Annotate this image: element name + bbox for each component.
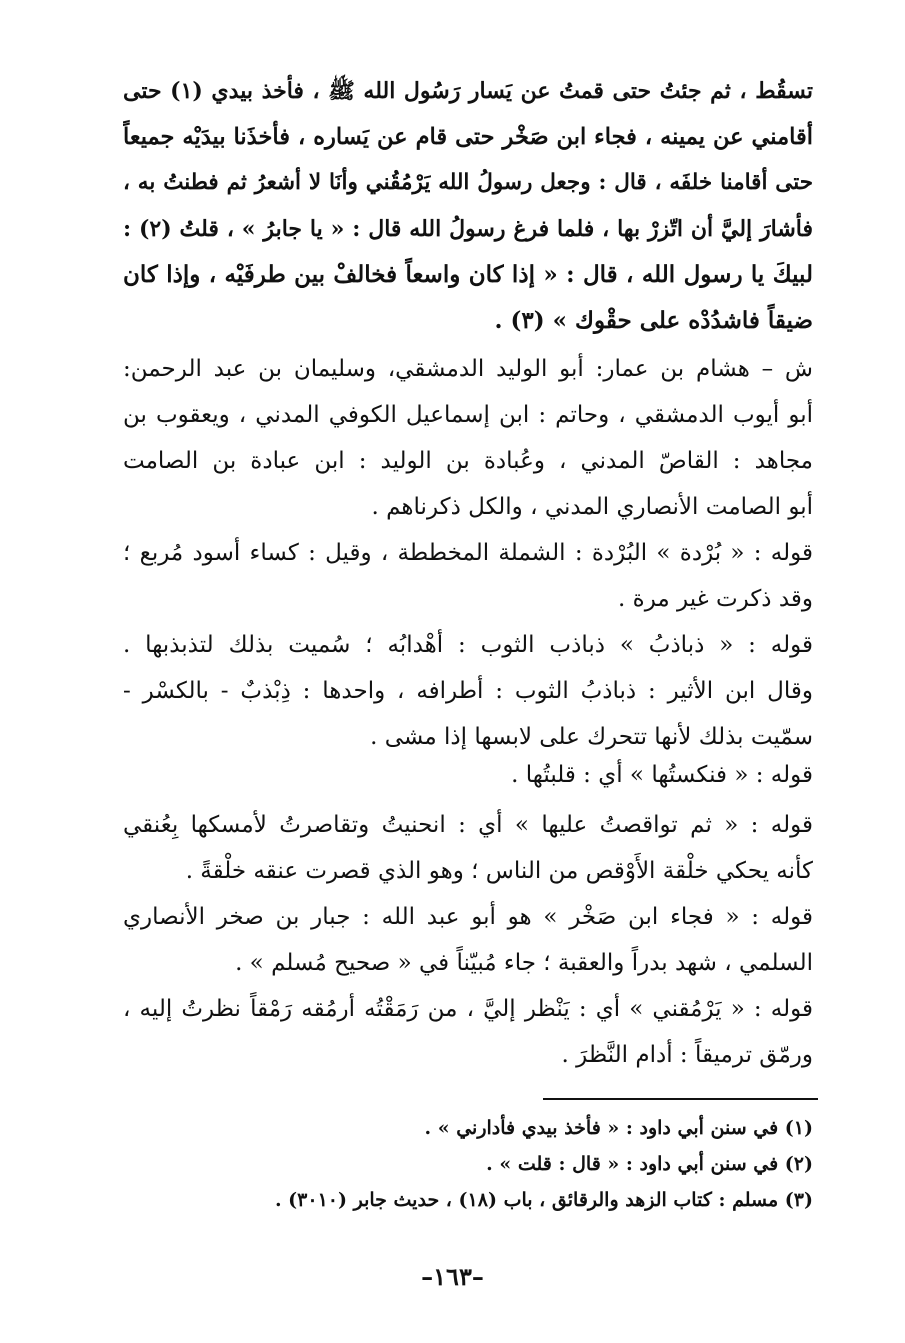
commentary-line: كأنه يحكي خلْقة الأَوْقص من الناس ؛ وهو الذي قصرت عنقه خلْقةً . [185,858,813,884]
commentary-nakastuha [123,752,813,798]
commentary-line: قوله : « فنكستُها » أي : قلبتُها . [511,762,813,788]
footnote-1: (١) في سنن أبي داود : « فأخذ بيدي فأدارني » . [424,1117,813,1139]
hadith-line: حتى أقامنا خلفَه ، قال : وجعل رسولُ الله يَرْمُقُني وأنَا لا أشعرُ ثم فطنتُ به ، [123,170,813,195]
commentary-line: قوله : « فجاء ابن صَخْر » هو أبو عبد الله : جبار بن صخر الأنصاري [123,904,813,930]
commentary-line: أبو أيوب الدمشقي ، وحاتم : ابن إسماعيل الكوفي المدني ، ويعقوب بن [123,402,813,428]
commentary-ibn-sakhr [123,894,813,986]
commentary-tawaqastu [123,802,813,894]
commentary-line: قوله : « ثم تواقصتُ عليها » أي : انحنيتُ وتقاصرتُ لأمسكها بِعُنقي [123,812,813,838]
footnote-2: (٢) في سنن أبي داود : « قال : قلت » . [486,1153,813,1175]
commentary-dhabadhib [123,622,813,760]
commentary-line: وقال ابن الأثير : ذباذبُ الثوب : أطرافه ، واحدها : ذِبْذبٌ - بالكسْر - [123,678,813,704]
footnote-divider [543,1098,818,1100]
footnotes [123,1110,813,1218]
commentary-line: مجاهد : القاصّ المدني ، وعُبادة بن الوليد : ابن عبادة بن الصامت [123,448,813,474]
commentary-line: قوله : « ذباذبُ » ذباذب الثوب : أهْدابُه ؛ سُميت بذلك لتذبذبها . [123,632,813,658]
commentary-line: أبو الصامت الأنصاري المدني ، والكل ذكرناهم . [371,494,813,520]
commentary-burda [123,530,813,622]
commentary-narrators [123,346,813,530]
hadith-line: ضيقاً فاشدُدْه على حقْوك » (٣) . [494,307,813,334]
commentary-line: قوله : « بُرْدة » البُرْدة : الشملة المخططة ، وقيل : كساء أسود مُربع ؛ [123,540,813,566]
footnote-3: (٣) مسلم : كتاب الزهد والرقائق ، باب (١٨) ، حديث جابر (٣٠١٠) . [274,1189,813,1211]
hadith-line: لبيكَ يا رسول الله ، قال : « إذا كان واسعاً فخالفْ بين طرفَيْه ، وإذا كان [123,261,813,288]
commentary-yarmuquni [123,986,813,1078]
commentary-line: ورمّق ترميقاً : أدام النَّظرَ . [561,1042,813,1068]
commentary-line: وقد ذكرت غير مرة . [618,586,813,612]
page-number: –١٦٣– [421,1262,484,1291]
commentary-line: قوله : « يَرْمُقني » أي : يَنْظر إليَّ ، من رَمَقْتُه أرمُقه رَمْقاً نظرتُ إليه ، [123,996,813,1022]
commentary-line: ش – هشام بن عمار: أبو الوليد الدمشقي، وسليمان بن عبد الرحمن: [123,356,813,382]
hadith-text [123,68,813,344]
hadith-line: تسقُط ، ثم جئتُ حتى قمتُ عن يَسار رَسُول الله ﷺ ، فأخذ بيدي (١) حتى [123,78,813,104]
commentary-line: سمّيت بذلك لأنها تتحرك على لابسها إذا مشى . [370,724,813,750]
commentary-line: السلمي ، شهد بدراً والعقبة ؛ جاء مُبيّناً في « صحيح مُسلم » . [235,950,813,976]
hadith-line: فأشارَ إليَّ أن اتّزرْ بها ، فلما فرغ رسولُ الله قال : « يا جابرُ » ، قلتُ (٢) : [123,216,813,242]
hadith-line: أقامني عن يمينه ، فجاء ابن صَخْر حتى قام عن يَساره ، فأخذَنا بيدَيْه جميعاً [123,124,813,150]
